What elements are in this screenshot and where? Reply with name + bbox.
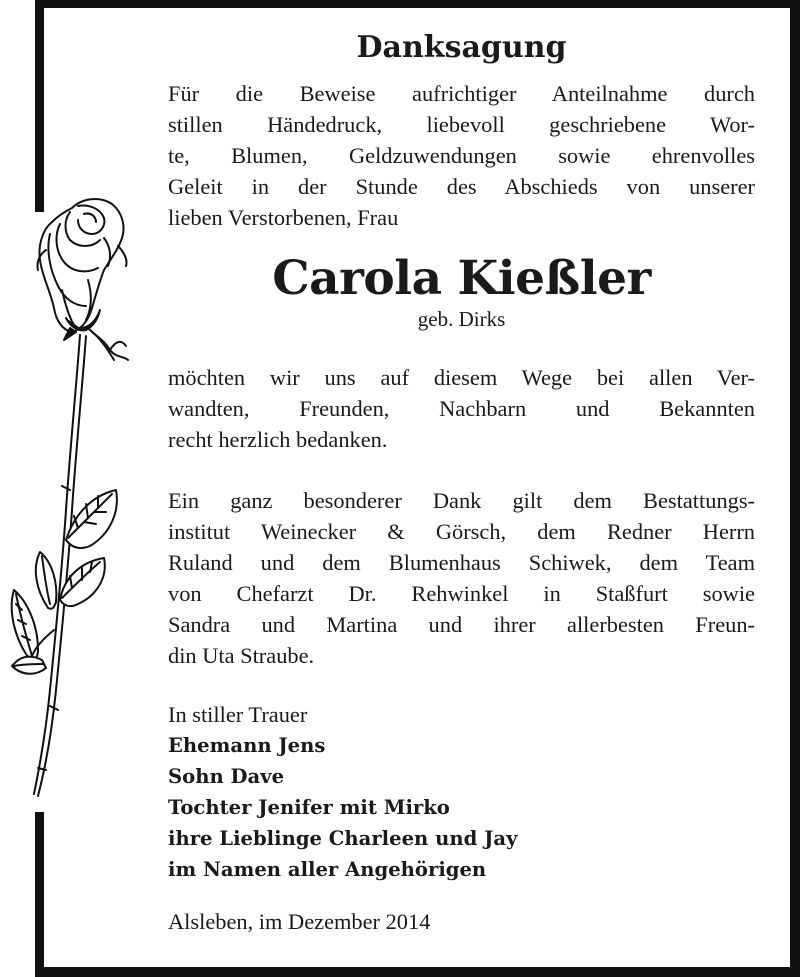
place-date: Alsleben, im Dezember 2014 (168, 908, 431, 934)
special-thanks-line: von Chefarzt Dr. Rehwinkel in Staßfurt sowie (168, 580, 755, 606)
special-thanks-line: Sandra und Martina und ihrer allerbesten Freun- (168, 611, 755, 637)
notice-content (168, 30, 755, 937)
thanks-line: wandten, Freunden, Nachbarn und Bekannten (168, 395, 755, 421)
signer-item: Sohn Dave (168, 764, 285, 788)
signer-item: Tochter Jenifer mit Mirko (168, 795, 450, 819)
frame-right-border (790, 0, 800, 977)
frame-bottom-border (35, 967, 800, 977)
intro-line: te, Blumen, Geldzuwendungen sowie ehrenvolles (168, 143, 755, 168)
special-thanks-paragraph (168, 485, 755, 671)
thanks-paragraph (168, 362, 755, 455)
intro-line: Geleit in der Stunde des Abschieds von unserer (168, 174, 755, 199)
signers-list (168, 730, 755, 885)
special-thanks-line: Ein ganz besonderer Dank gilt dem Bestattungs- (168, 487, 755, 513)
thanks-line: möchten wir uns auf diesem Wege bei allen Ver- (168, 364, 755, 390)
intro-line: lieben Verstorbenen, Frau (168, 205, 399, 230)
deceased-name: Carola Kießler (272, 251, 651, 306)
signer-item: Ehemann Jens (168, 733, 326, 757)
intro-paragraph (168, 78, 755, 233)
thanks-line: recht herzlich bedanken. (168, 426, 388, 452)
frame-left-border-lower (35, 812, 44, 977)
notice-heading: Danksagung (356, 30, 567, 65)
frame-left-border-upper (35, 0, 44, 212)
special-thanks-line: din Uta Straube. (168, 642, 315, 668)
rose-icon (0, 190, 140, 805)
intro-line: Für die Beweise aufrichtiger Anteilnahme durch (168, 81, 755, 106)
deceased-birth-name: geb. Dirks (417, 306, 506, 331)
signer-item: ihre Lieblinge Charleen und Jay (168, 826, 518, 850)
intro-line: stillen Händedruck, liebevoll geschriebene Wor- (168, 112, 755, 137)
signer-item: im Namen aller Angehörigen (168, 857, 487, 881)
special-thanks-line: Ruland und dem Blumenhaus Schiwek, dem Team (168, 549, 755, 575)
signoff-text: In stiller Trauer (168, 701, 308, 727)
frame-top-border (35, 0, 800, 8)
special-thanks-line: institut Weinecker & Görsch, dem Redner Herrn (168, 518, 755, 544)
